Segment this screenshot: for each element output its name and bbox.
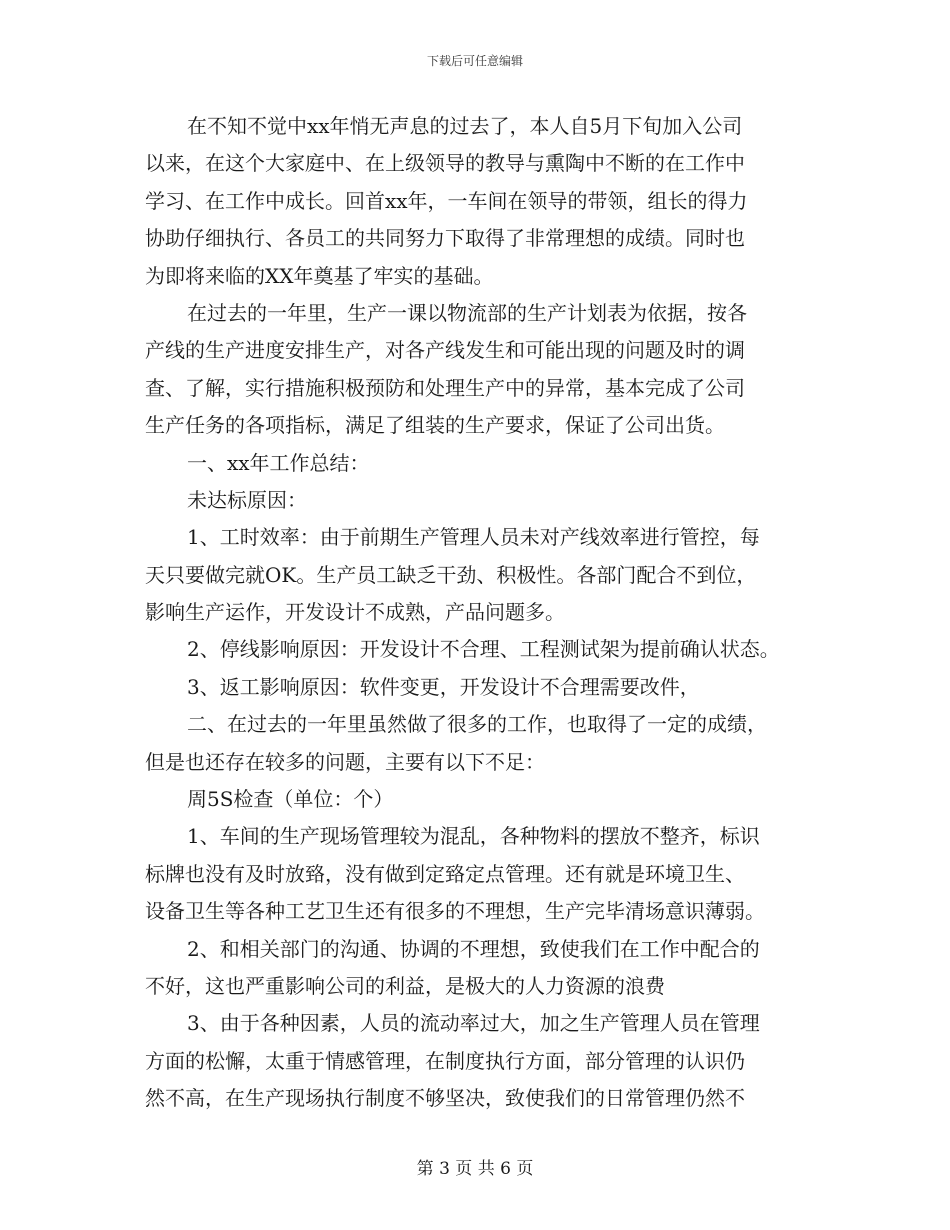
text-line: 2、和相关部门的沟通、协调的不理想，致使我们在工作中配合的 [187,936,760,961]
text-line: 产线的生产进度安排生产，对各产线发生和可能出现的问题及时的调 [145,338,745,363]
text-line: 为即将来临的XX年奠基了牢实的基础。 [145,263,494,288]
page-footer: 第 3 页 共 6 页 [416,1159,534,1179]
text-line: 周5S检查（单位：个） [187,787,394,812]
text-line: 但是也还存在较多的问题，主要有以下不足： [145,749,545,774]
text-line: 天只要做完就OK。生产员工缺乏干劲、积极性。各部门配合不到位， [145,562,757,587]
text-line: 1、车间的生产现场管理较为混乱，各种物料的摆放不整齐，标识 [187,824,760,849]
text-line: 二、在过去的一年里虽然做了很多的工作，也取得了一定的成绩， [187,712,767,737]
text-line: 影响生产运作，开发设计不成熟，产品问题多。 [145,600,565,625]
text-line: 协助仔细执行、各员工的共同努力下取得了非常理想的成绩。同时也 [145,226,745,251]
document-body [145,108,825,1118]
text-line: 查、了解，实行措施积极预防和处理生产中的异常，基本完成了公司 [145,375,745,400]
text-line: 生产任务的各项指标，满足了组装的生产要求，保证了公司出货。 [145,413,725,438]
text-line: 2、停线影响原因：开发设计不合理、工程测试架为提前确认状态。 [187,637,780,662]
text-line: 学习、在工作中成长。回首xx年，一车间在领导的带领，组长的得力 [145,188,748,213]
text-line: 设备卫生等各种工艺卫生还有很多的不理想，生产完毕清场意识薄弱。 [145,899,765,924]
text-line: 3、由于各种因素，人员的流动率过大，加之生产管理人员在管理 [187,1011,760,1036]
text-line: 在不知不觉中xx年悄无声息的过去了，本人自5月下旬加入公司 [187,114,743,138]
text-line: 方面的松懈，太重于情感管理，在制度执行方面，部分管理的认识仍 [145,1048,745,1073]
text-line: 未达标原因： [187,487,307,512]
text-line: 以来，在这个大家庭中、在上级领导的教导与熏陶中不断的在工作中 [145,151,745,176]
text-line: 1、工时效率：由于前期生产管理人员未对产线效率进行管控，每 [187,525,760,550]
text-line: 在过去的一年里，生产一课以物流部的生产计划表为依据，按各 [187,300,747,325]
text-line: 然不高，在生产现场执行制度不够坚决，致使我们的日常管理仍然不 [145,1086,745,1111]
text-line: 一、xx年工作总结： [187,450,370,475]
text-line: 标牌也没有及时放臵，没有做到定臵定点管理。还有就是环境卫生、 [145,861,745,886]
text-line: 3、返工影响原因：软件变更，开发设计不合理需要改件， [187,674,700,699]
text-line: 不好，这也严重影响公司的利益，是极大的人力资源的浪费 [145,973,665,998]
page-header: 下载后可任意编辑 [426,54,523,68]
